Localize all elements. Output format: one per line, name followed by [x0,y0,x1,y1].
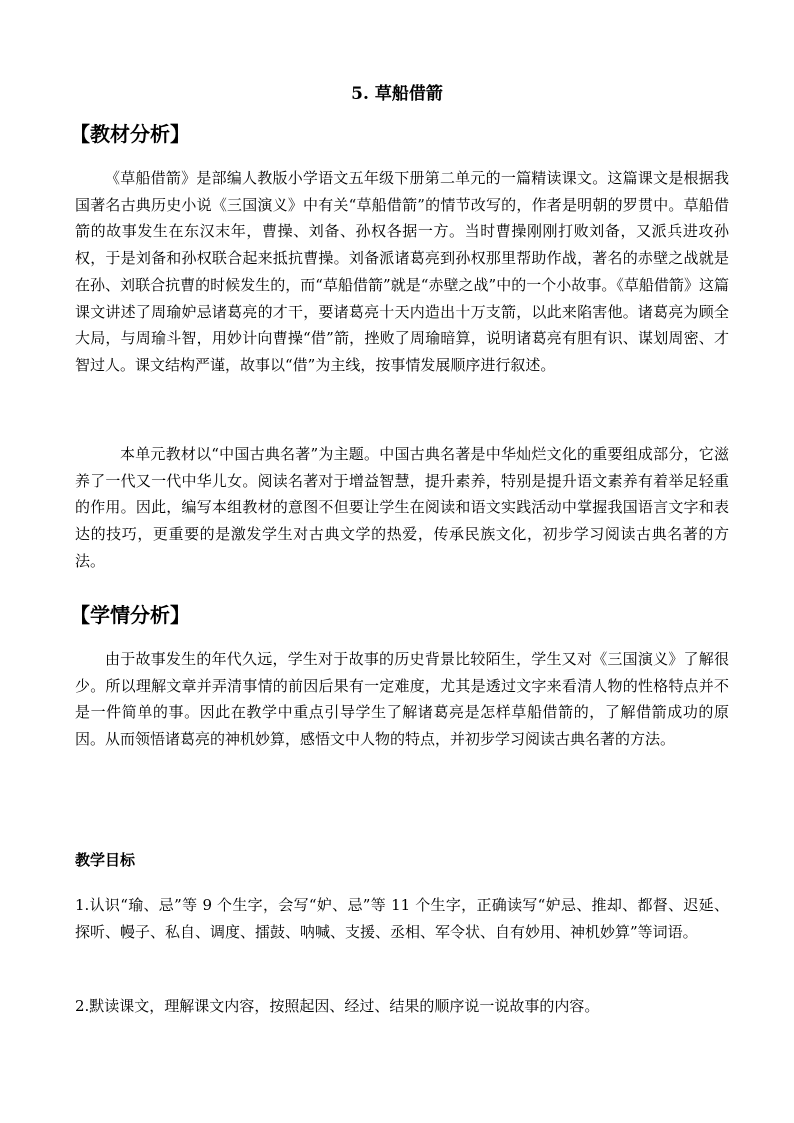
document-title: 5. 草船借箭 [351,84,443,104]
teaching-goal-item-2: 2.默读课文，理解课文内容，按照起因、经过、结果的顺序说一说故事的内容。 [75,997,600,1015]
paragraph-student-analysis: 由于故事发生的年代久远，学生对于故事的历史背景比较陌生，学生又对《三国演义》了解很少。所以理解文章并弄清事情的前因后果有一定难度，尤其是透过文字来看清人物的性格特点并不是一件简单的事。因此在教学中重点引导学生了解诸葛亮是怎样草船借箭的，了解借箭成功的原因。从而领悟诸葛亮的神机妙算，感悟文中人物的特点，并初步学习阅读古典名著的方法。 [75,650,729,749]
teaching-goal-item-1: 1.认识“瑜、忌”等 9 个生字，会写“妒、忌”等 11 个生字，正确读写“妒忌、推却、都督、迟延、探听、幔子、私自、调度、擂鼓、呐喊、支援、丞相、军令状、自有妙用、神机妙算”等词语。 [75,896,729,941]
paragraph-textbook-analysis-2: 本单元教材以“中国古典名著”为主题。中国古典名著是中华灿烂文化的重要组成部分，它滋养了一代又一代中华儿女。阅读名著对于增益智慧，提升素养，特别是提升语文素养有着举足轻重的作用。因此，编写本组教材的意图不但要让学生在阅读和语文实践活动中掌握我国语言文字和表达的技巧，更重要的是激发学生对古典文学的热爱，传承民族文化，初步学习阅读古典名著的方法。 [75,445,729,570]
section-heading-student-analysis: 【学情分析】 [70,603,190,627]
paragraph-textbook-analysis-1: 《草船借箭》是部编人教版小学语文五年级下册第二单元的一篇精读课文。这篇课文是根据我国著名古典历史小说《三国演义》中有关“草船借箭”的情节改写的，作者是明朝的罗贯中。草船借箭的故事发生在东汉末年，曹操、刘备、孙权各据一方。当时曹操刚刚打败刘备，又派兵进攻孙权，于是刘备和孙权联合起来抵抗曹操。刘备派诸葛亮到孙权那里帮助作战，著名的赤壁之战就是在孙、刘联合抗曹的时候发生的，而“草船借箭”就是“赤壁之战”中的一个小故事。《草船借箭》这篇课文讲述了周瑜妒忌诸葛亮的才干，要诸葛亮十天内造出十万支箭，以此来陷害他。诸葛亮为顾全大局，与周瑜斗智，用妙计向曹操“借”箭，挫败了周瑜暗算，说明诸葛亮有胆有识、谋划周密、才智过人。课文结构严谨，故事以“借”为主线，按事情发展顺序进行叙述。 [75,169,729,374]
teaching-goals-heading: 教学目标 [75,851,136,869]
section-heading-textbook-analysis: 【教材分析】 [70,122,190,146]
